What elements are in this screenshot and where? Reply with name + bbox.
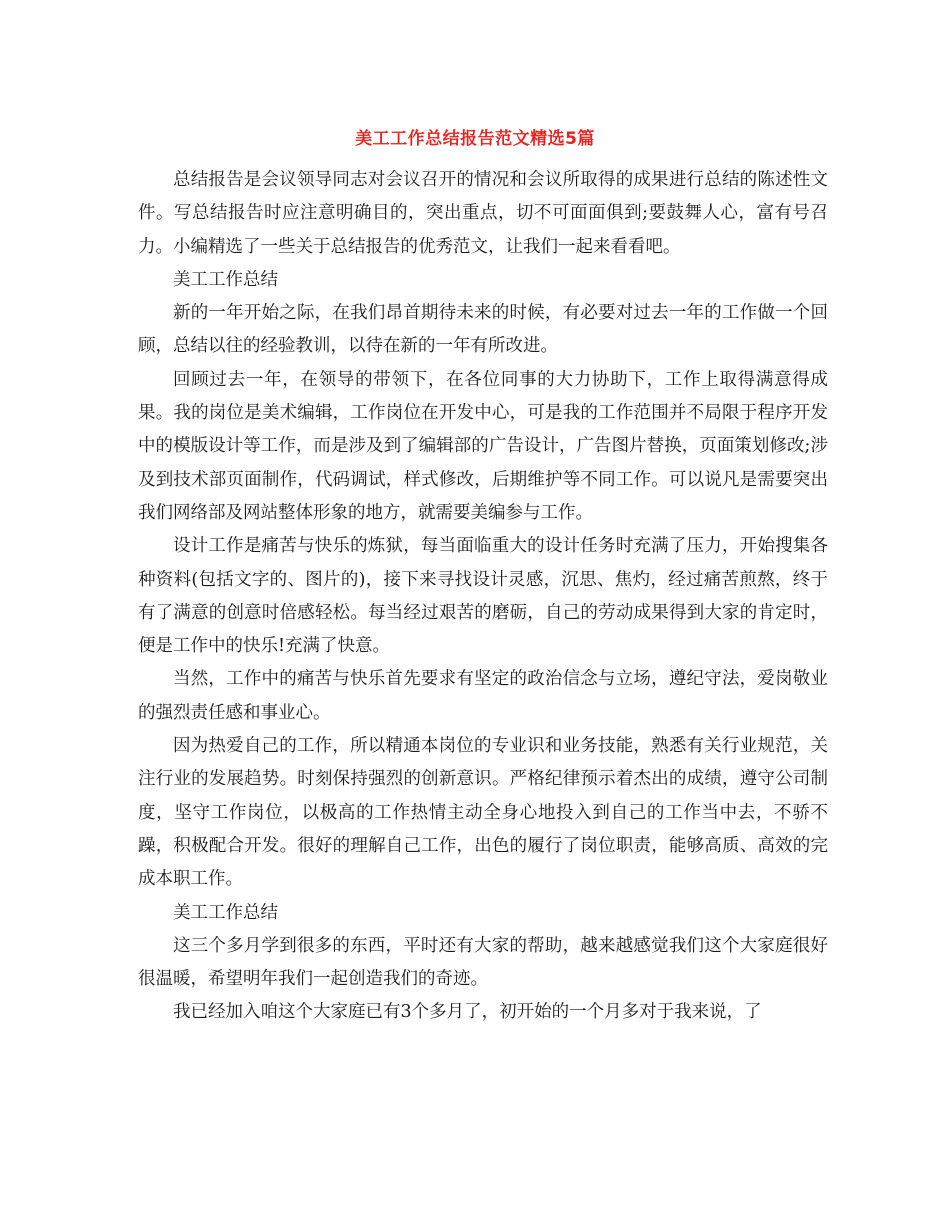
document-body — [138, 164, 828, 1030]
paragraph: 我已经加入咱这个大家庭已有3个多月了，初开始的一个月多对于我来说，了 — [173, 1002, 762, 1023]
page-title: 美工工作总结报告范文精选5篇 — [355, 129, 595, 149]
paragraph: 因为热爱自己的工作，所以精通本岗位的专业识和业务技能，熟悉有关行业规范，关注行业的发展趋势。时刻保持强烈的创新意识。严格纪律预示着杰出的成绩，遵守公司制度，坚守工作岗位，以极高的工作热情主动全身心地投入到自己的工作当中去，不骄不躁，积极配合开发。很好的理解自己工作，出色的履行了岗位职责，能够高质、高效的完成本职工作。 — [138, 736, 828, 890]
paragraph: 回顾过去一年，在领导的带领下，在各位同事的大力协助下，工作上取得满意得成果。我的岗位是美术编辑，工作岗位在开发中心，可是我的工作范围并不局限于程序开发中的模版设计等工作，而是涉及到了编辑部的广告设计，广告图片替换，页面策划修改;涉及到技术部页面制作，代码调试，样式修改，后期维护等不同工作。可以说凡是需要突出我们网络部及网站整体形象的地方，就需要美编参与工作。 — [138, 369, 828, 523]
section-heading: 美工工作总结 — [173, 902, 278, 923]
paragraph: 新的一年开始之际，在我们昂首期待未来的时候，有必要对过去一年的工作做一个回顾，总结以往的经验教训，以待在新的一年有所改进。 — [138, 303, 828, 357]
paragraph: 总结报告是会议领导同志对会议召开的情况和会议所取得的成果进行总结的陈述性文件。写总结报告时应注意明确目的，突出重点，切不可面面俱到;要鼓舞人心，富有号召力。小编精选了一些关于总结报告的优秀范文，让我们一起来看看吧。 — [138, 170, 828, 257]
section-heading: 美工工作总结 — [173, 269, 278, 290]
paragraph: 设计工作是痛苦与快乐的炼狱，每当面临重大的设计任务时充满了压力，开始搜集各种资料(包括文字的、图片的)，接下来寻找设计灵感，沉思、焦灼，经过痛苦煎熬，终于有了满意的创意时倍感轻松。每当经过艰苦的磨砺，自己的劳动成果得到大家的肯定时，便是工作中的快乐!充满了快意。 — [138, 536, 828, 657]
paragraph: 当然，工作中的痛苦与快乐首先要求有坚定的政治信念与立场，遵纪守法，爱岗敬业的强烈责任感和事业心。 — [138, 669, 828, 723]
paragraph: 这三个多月学到很多的东西，平时还有大家的帮助，越来越感觉我们这个大家庭很好很温暖，希望明年我们一起创造我们的奇迹。 — [138, 935, 828, 990]
